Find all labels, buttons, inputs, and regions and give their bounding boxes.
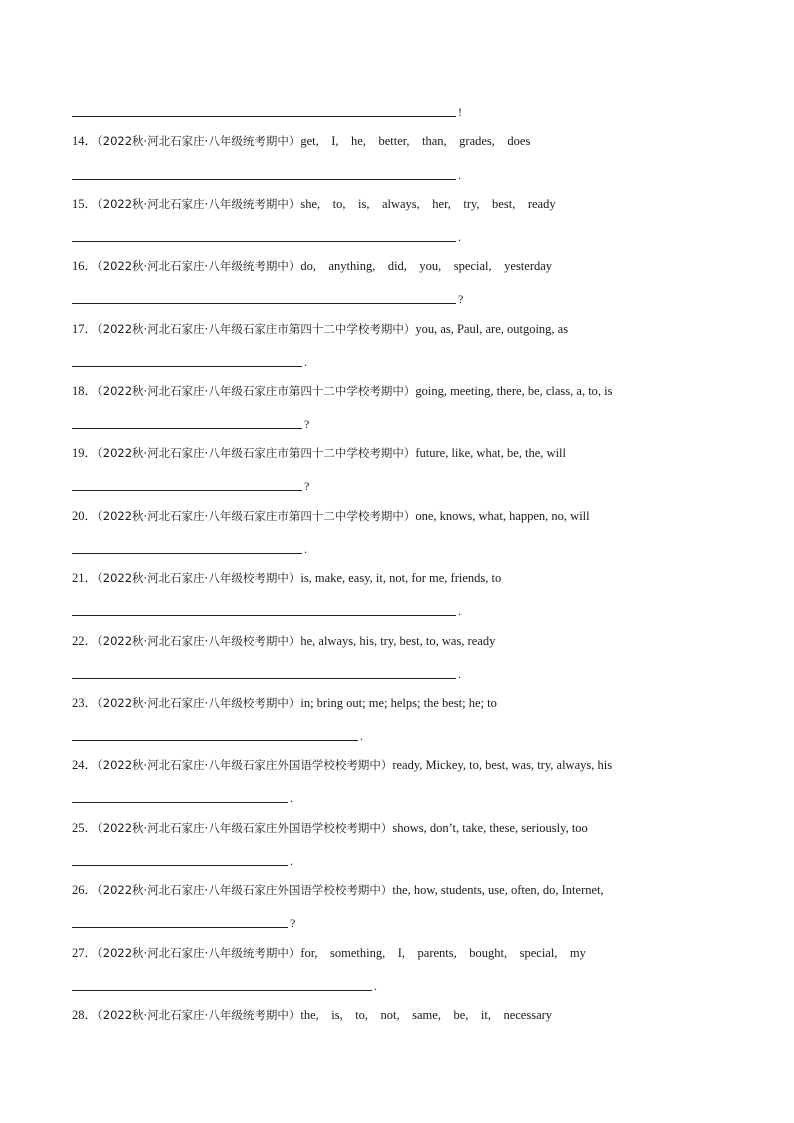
question-28	[72, 1006, 552, 1024]
scrambled-words: get, I, he, better, than, grades, does	[300, 134, 531, 148]
question-number: 26．	[72, 883, 98, 897]
end-punctuation: .	[360, 729, 363, 743]
question-source: （2022秋·河北石家庄·八年级石家庄外国语学校校考期中）	[97, 758, 393, 772]
question-number: 21．	[72, 571, 98, 585]
end-punctuation: .	[290, 854, 293, 868]
scrambled-words: shows, don’t, take, these, seriously, too	[392, 821, 588, 835]
question-source: （2022秋·河北石家庄·八年级统考期中）	[97, 1008, 301, 1022]
end-punctuation: .	[374, 979, 377, 993]
end-punctuation: .	[304, 542, 307, 556]
question-source: （2022秋·河北石家庄·八年级统考期中）	[97, 197, 301, 211]
end-punctuation: .	[458, 667, 461, 681]
scrambled-words: do, anything, did, you, special, yesterday	[300, 259, 553, 273]
scrambled-words: the, is, to, not, same, be, it, necessary	[300, 1008, 553, 1022]
question-26	[72, 881, 604, 899]
end-punctuation: .	[290, 791, 293, 805]
scrambled-words: she, to, is, always, her, try, best, ready	[300, 197, 556, 211]
question-number: 27．	[72, 946, 98, 960]
question-source: （2022秋·河北石家庄·八年级石家庄市第四十二中学校考期中）	[97, 446, 416, 460]
scrambled-words: in; bring out; me; helps; the best; he; to	[300, 696, 497, 710]
question-source: （2022秋·河北石家庄·八年级石家庄外国语学校校考期中）	[97, 821, 393, 835]
end-punctuation: ?	[304, 417, 310, 431]
question-source: （2022秋·河北石家庄·八年级校考期中）	[97, 571, 301, 585]
question-number: 17．	[72, 322, 98, 336]
question-25	[72, 819, 588, 837]
end-punctuation: .	[458, 604, 461, 618]
question-15	[72, 195, 556, 213]
scrambled-words: ready, Mickey, to, best, was, try, always, his	[392, 758, 613, 772]
end-punctuation: .	[458, 230, 461, 244]
scrambled-words: the, how, students, use, often, do, Internet,	[392, 883, 604, 897]
question-18	[72, 382, 613, 400]
question-number: 19．	[72, 446, 98, 460]
question-source: （2022秋·河北石家庄·八年级校考期中）	[97, 696, 301, 710]
question-number: 25．	[72, 821, 98, 835]
scrambled-words: is, make, easy, it, not, for me, friends, to	[300, 571, 502, 585]
question-17	[72, 320, 568, 338]
scrambled-words: one, knows, what, happen, no, will	[415, 509, 590, 523]
question-27	[72, 944, 586, 962]
question-number: 22．	[72, 634, 98, 648]
end-punctuation: ?	[290, 916, 296, 930]
question-number: 24．	[72, 758, 98, 772]
question-source: （2022秋·河北石家庄·八年级石家庄市第四十二中学校考期中）	[97, 322, 416, 336]
end-punctuation: .	[458, 168, 461, 182]
question-number: 14．	[72, 134, 98, 148]
question-source: （2022秋·河北石家庄·八年级统考期中）	[97, 259, 301, 273]
question-22	[72, 632, 495, 650]
question-number: 15．	[72, 197, 98, 211]
question-source: （2022秋·河北石家庄·八年级校考期中）	[97, 634, 301, 648]
scrambled-words: future, like, what, be, the, will	[415, 446, 566, 460]
scrambled-words: for, something, I, parents, bought, special, my	[300, 946, 586, 960]
question-source: （2022秋·河北石家庄·八年级统考期中）	[97, 134, 301, 148]
question-source: （2022秋·河北石家庄·八年级石家庄市第四十二中学校考期中）	[97, 384, 416, 398]
end-punctuation: ?	[458, 292, 464, 306]
question-source: （2022秋·河北石家庄·八年级统考期中）	[97, 946, 301, 960]
end-punctuation: ?	[304, 479, 310, 493]
question-16	[72, 257, 552, 275]
question-24	[72, 756, 612, 774]
question-number: 18．	[72, 384, 98, 398]
question-number: 20．	[72, 509, 98, 523]
end-punctuation: !	[458, 105, 462, 119]
question-source: （2022秋·河北石家庄·八年级石家庄外国语学校校考期中）	[97, 883, 393, 897]
question-source: （2022秋·河北石家庄·八年级石家庄市第四十二中学校考期中）	[97, 509, 416, 523]
question-23	[72, 694, 497, 712]
question-19	[72, 444, 566, 462]
scrambled-words: going, meeting, there, be, class, a, to, is	[415, 384, 613, 398]
question-20	[72, 507, 590, 525]
question-number: 23．	[72, 696, 98, 710]
question-number: 28．	[72, 1008, 98, 1022]
scrambled-words: he, always, his, try, best, to, was, ready	[300, 634, 496, 648]
question-14	[72, 132, 530, 150]
question-number: 16．	[72, 259, 98, 273]
question-21	[72, 569, 501, 587]
end-punctuation: .	[304, 355, 307, 369]
scrambled-words: you, as, Paul, are, outgoing, as	[415, 322, 569, 336]
